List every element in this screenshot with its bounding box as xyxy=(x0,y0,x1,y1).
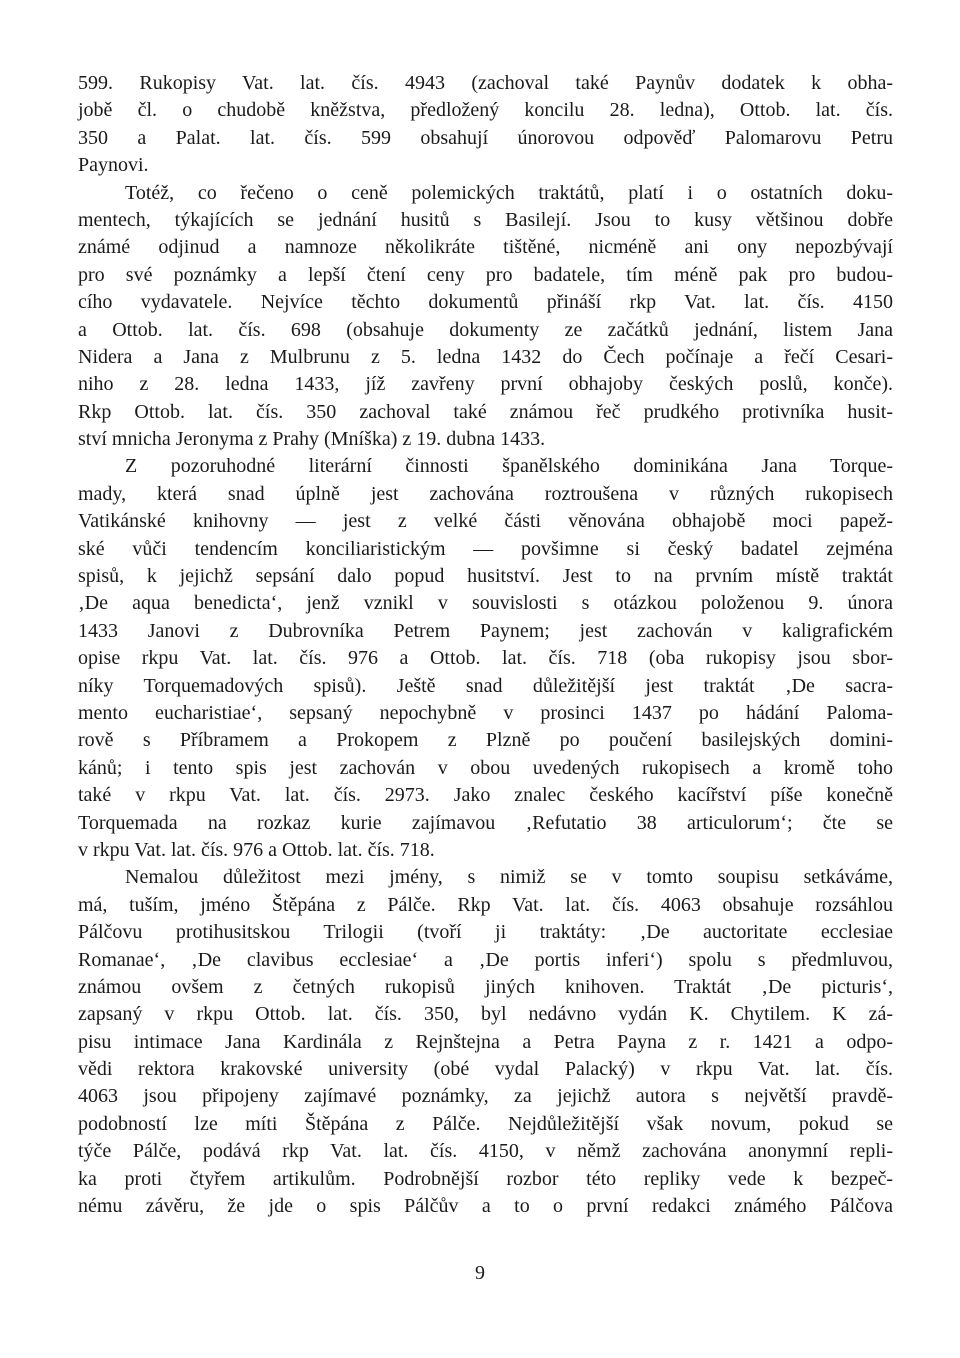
text-line: ské vůči tendencím konciliaristickým — povšimne si český badatel zejména xyxy=(78,537,893,560)
text-line: také v rkpu Vat. lat. čís. 2973. Jako znalec českého kacířství píše konečně xyxy=(78,784,893,807)
text-line: ‚De aqua benedicta‘, jenž vznikl v souvislosti s otázkou položenou 9. února xyxy=(78,592,893,615)
text-line: Torquemada na rozkaz kurie zajímavou ‚Refutatio 38 articulorum‘; čte se xyxy=(78,811,893,834)
text-line: Pálčovu protihusitskou Trilogii (tvoří ji traktáty: ‚De auctoritate ecclesiae xyxy=(78,921,893,944)
text-line: níky Torquemadových spisů). Ještě snad důležitější jest traktát ‚De sacra- xyxy=(78,674,893,697)
text-line: ství mnicha Jeronyma z Prahy (Mníška) z 19. dubna 1433. xyxy=(78,428,546,451)
text-line: spisů, k jejichž sepsání dalo popud husitství. Jest to na prvním místě traktát xyxy=(78,565,893,588)
text-line: Nidera a Jana z Mulbrunu z 5. ledna 1432 do Čech počínaje a řečí Cesari- xyxy=(78,345,893,368)
text-line: týče Pálče, podává rkp Vat. lat. čís. 4150, v němž zachována anonymní repli- xyxy=(78,1140,893,1163)
text-line: pro své poznámky a lepší čtení ceny pro badatele, tím méně pak pro budou- xyxy=(78,263,893,286)
text-line: 1433 Janovi z Dubrovníka Petrem Paynem; jest zachován v kaligrafickém xyxy=(78,619,893,642)
text-line: Z pozoruhodné literární činnosti španělského dominikána Jana Torque- xyxy=(125,455,893,478)
text-line: kánů; i tento spis jest zachován v obou uvedených rukopisech a kromě toho xyxy=(78,756,893,779)
text-line: niho z 28. ledna 1433, jíž zavřeny první obhajoby českých poslů, konče). xyxy=(78,373,893,396)
text-line: jobě čl. o chudobě kněžstva, předložený koncilu 28. ledna), Ottob. lat. čís. xyxy=(78,99,893,122)
text-line: Vatikánské knihovny — jest z velké části věnována obhajobě moci papež- xyxy=(78,510,893,533)
text-line: má, tuším, jméno Štěpána z Pálče. Rkp Vat. lat. čís. 4063 obsahuje rozsáhlou xyxy=(78,893,893,916)
text-line: mento eucharistiae‘, sepsaný nepochybně v prosinci 1437 po hádání Paloma- xyxy=(78,701,893,724)
text-line: cího vydavatele. Nejvíce těchto dokumentů přináší rkp Vat. lat. čís. 4150 xyxy=(78,291,893,314)
text-line: Nemalou důležitost mezi jmény, s nimiž se v tomto soupisu setkáváme, xyxy=(125,866,893,889)
text-line: Romanae‘, ‚De clavibus ecclesiae‘ a ‚De portis inferi‘) spolu s předmluvou, xyxy=(78,948,893,971)
page-number: 9 xyxy=(475,1262,485,1284)
document-body xyxy=(78,70,893,1220)
text-line: a Ottob. lat. čís. 698 (obsahuje dokumenty ze začátků jednání, listem Jana xyxy=(78,318,893,341)
text-line: nému závěru, že jde o spis Pálčův a to o první redakci známého Pálčova xyxy=(78,1195,893,1218)
text-line: známou ovšem z četných rukopisů jiných knihoven. Traktát ‚De picturis‘, xyxy=(78,975,893,998)
text-line: v rkpu Vat. lat. čís. 976 a Ottob. lat. čís. 718. xyxy=(78,838,435,861)
text-line: Rkp Ottob. lat. čís. 350 zachoval také známou řeč prudkého protivníka husit- xyxy=(78,400,893,423)
text-line: ka proti čtyřem artikulům. Podrobnější rozbor této repliky vede k bezpeč- xyxy=(78,1167,893,1190)
text-line: 599. Rukopisy Vat. lat. čís. 4943 (zachoval také Paynův dodatek k obha- xyxy=(78,72,893,94)
text-line: Totéž, co řečeno o ceně polemických traktátů, platí i o ostatních doku- xyxy=(125,181,893,204)
text-line: podobností lze míti Štěpána z Pálče. Nejdůležitější však novum, pokud se xyxy=(78,1112,893,1135)
text-line: 4063 jsou připojeny zajímavé poznámky, za jejichž autora s největší pravdě- xyxy=(78,1085,893,1108)
text-line: mady, která snad úplně jest zachována roztroušena v různých rukopisech xyxy=(78,482,893,505)
text-line: pisu intimace Jana Kardinála z Rejnštejna a Petra Payna z r. 1421 a odpo- xyxy=(78,1030,893,1053)
text-line: 350 a Palat. lat. čís. 599 obsahují únorovou odpověď Palomarovu Petru xyxy=(78,126,893,149)
text-line: vědi rektora krakovské university (obé vydal Palacký) v rkpu Vat. lat. čís. xyxy=(78,1058,893,1081)
text-line: mentech, týkajících se jednání husitů s Basilejí. Jsou to kusy většinou dobře xyxy=(78,208,893,231)
text-line: opise rkpu Vat. lat. čís. 976 a Ottob. lat. čís. 718 (oba rukopisy jsou sbor- xyxy=(78,647,893,670)
text-line: rově s Příbramem a Prokopem z Plzně po poučení basilejských domini- xyxy=(78,729,893,752)
text-line: Paynovi. xyxy=(78,154,149,177)
text-line: známé odjinud a namnoze několikráte tištěné, nicméně ani ony nepozbývají xyxy=(78,236,893,259)
text-line: zapsaný v rkpu Ottob. lat. čís. 350, byl nedávno vydán K. Chytilem. K zá- xyxy=(78,1003,893,1026)
